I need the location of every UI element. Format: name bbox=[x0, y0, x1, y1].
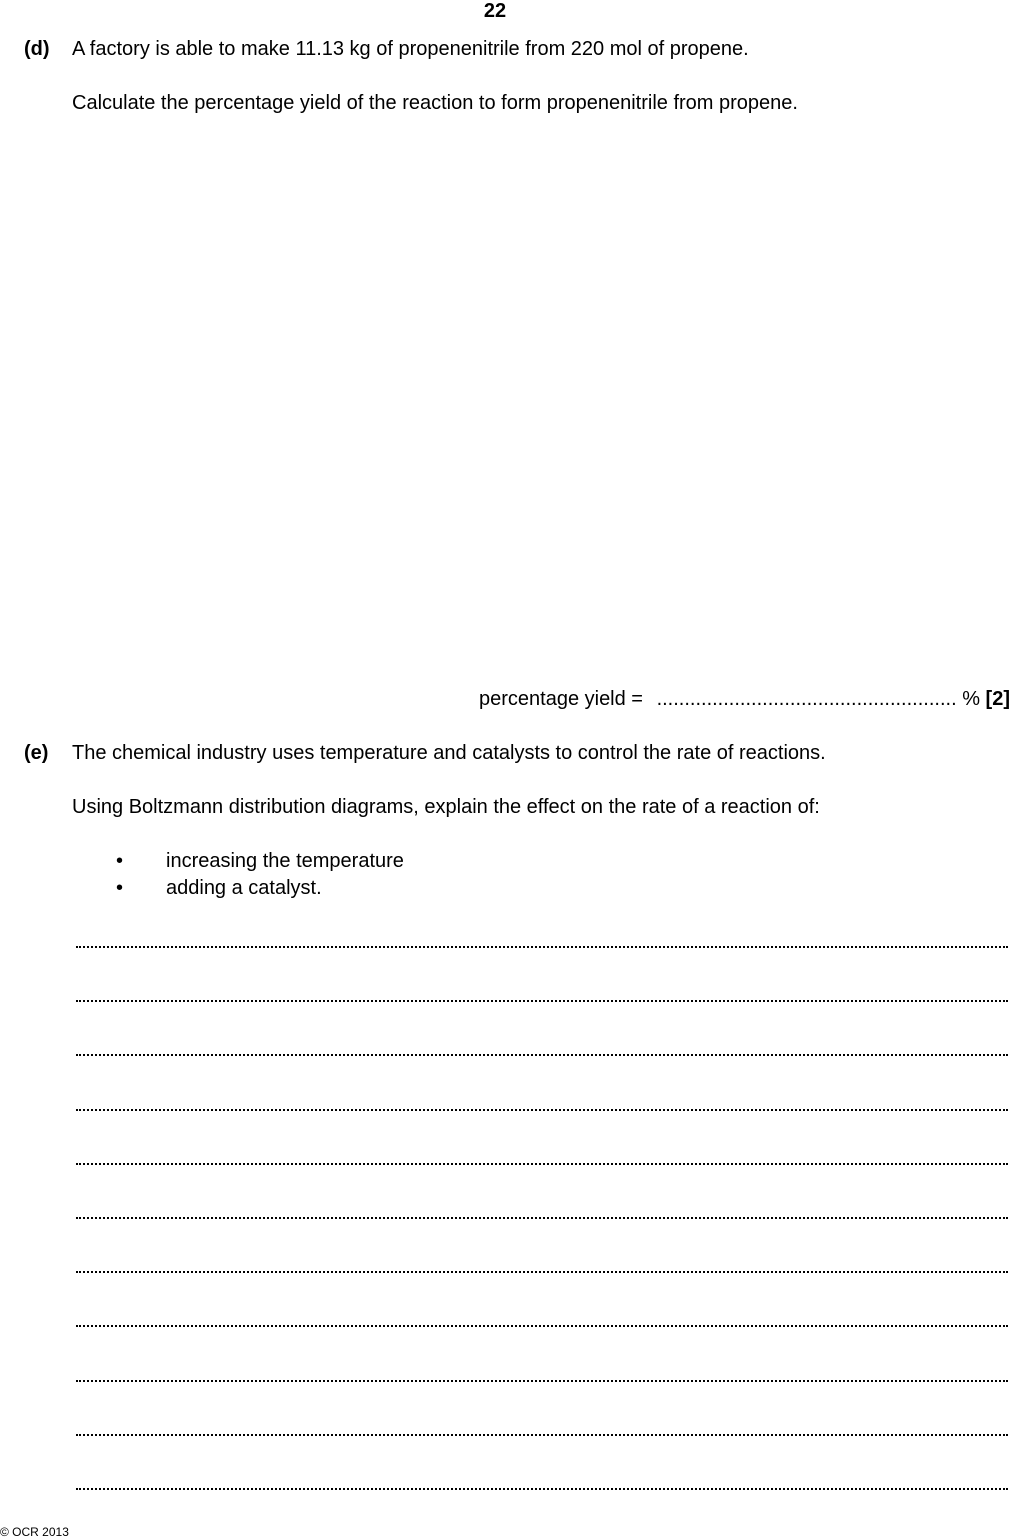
answer-line[interactable] bbox=[76, 1163, 1008, 1165]
answer-label: percentage yield = bbox=[478, 688, 643, 710]
bullet-icon: • bbox=[116, 850, 124, 872]
answer-line[interactable] bbox=[76, 1109, 1008, 1111]
part-e-label: (e) bbox=[24, 742, 49, 764]
answer-line[interactable] bbox=[76, 1488, 1008, 1490]
page-number: 22 bbox=[483, 0, 507, 22]
answer-line[interactable] bbox=[76, 1271, 1008, 1273]
answer-unit: % bbox=[962, 688, 980, 710]
part-d-label: (d) bbox=[24, 38, 50, 60]
bullet-item: increasing the temperature bbox=[166, 850, 404, 872]
part-d-question-text: A factory is able to make 11.13 kg of propenenitrile from 220 mol of propene. bbox=[72, 38, 749, 60]
part-e-context-text: The chemical industry uses temperature and catalysts to control the rate of reactions. bbox=[72, 742, 826, 764]
answer-line[interactable] bbox=[76, 1380, 1008, 1382]
answer-line[interactable] bbox=[76, 946, 1008, 948]
working-space[interactable] bbox=[72, 130, 1002, 670]
answer-line[interactable] bbox=[76, 1217, 1008, 1219]
bullet-icon: • bbox=[116, 877, 124, 899]
part-e-instruction-text: Using Boltzmann distribution diagrams, explain the effect on the rate of a reaction of: bbox=[72, 796, 820, 818]
answer-line[interactable] bbox=[76, 1054, 1008, 1056]
percentage-yield-answer-row bbox=[479, 688, 1010, 711]
answer-line[interactable] bbox=[76, 1434, 1008, 1436]
answer-line[interactable] bbox=[76, 1325, 1008, 1327]
answer-field[interactable]: ...................................................... bbox=[656, 688, 957, 710]
marks-badge: [2] bbox=[985, 688, 1010, 710]
part-d-instruction-text: Calculate the percentage yield of the reaction to form propenenitrile from propene. bbox=[72, 92, 798, 114]
bullet-item: adding a catalyst. bbox=[166, 877, 322, 899]
answer-line[interactable] bbox=[76, 1000, 1008, 1002]
copyright: © OCR 2013 bbox=[0, 1525, 69, 1539]
